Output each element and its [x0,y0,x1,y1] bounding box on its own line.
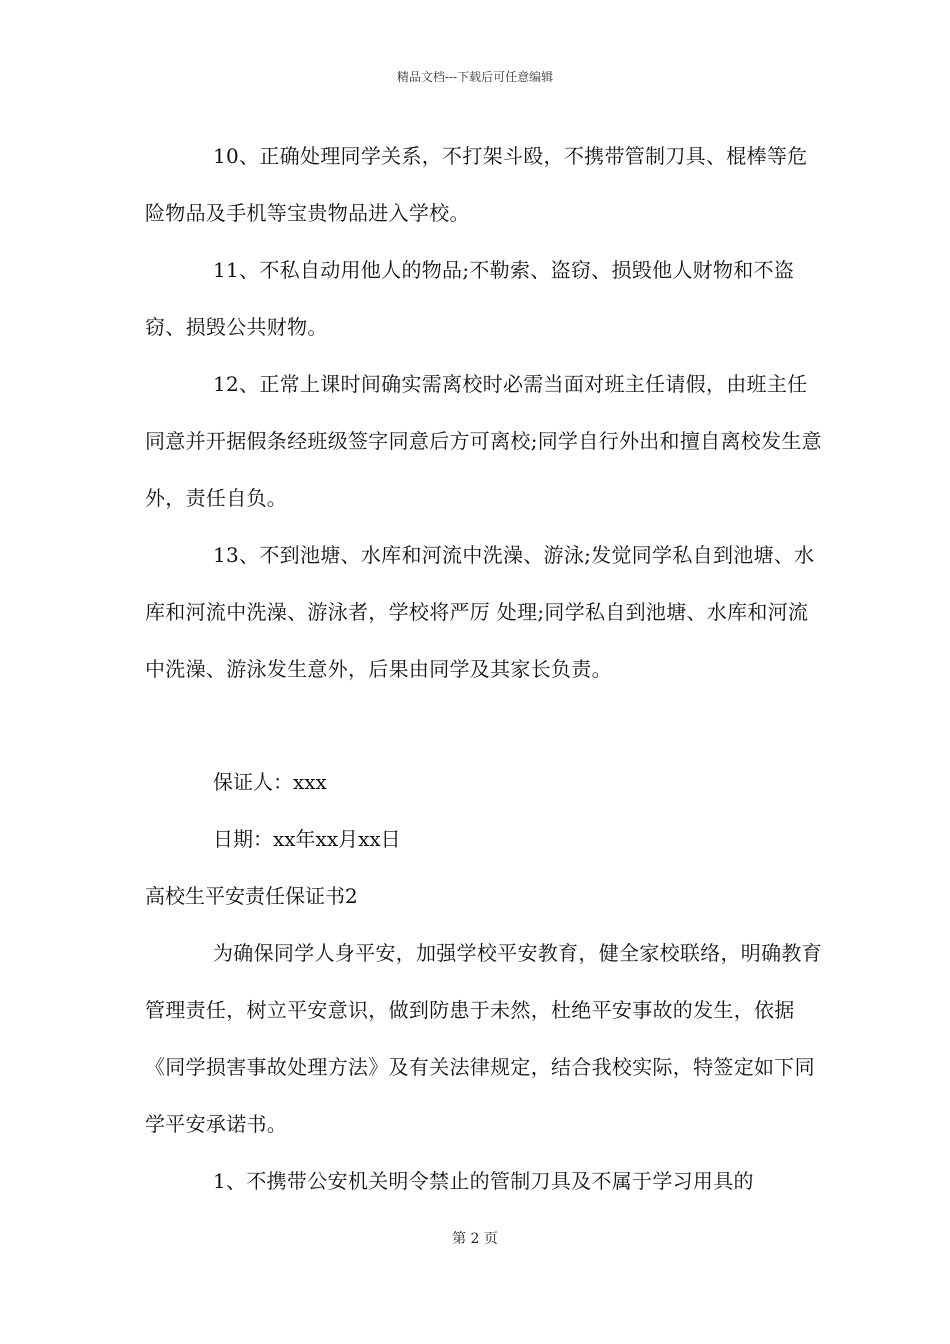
paragraph-rule-13: 13、不到池塘、水库和河流中洗澡、游泳;发觉同学私自到池塘、水库和河流中洗澡、游泳者，学校将严厉 处理;同学私自到池塘、水库和河流中洗澡、游泳发生意外，后果由同学及其家长负责。 [145,543,815,681]
paragraph-rule-11: 11、不私自动用他人的物品;不勒索、盗窃、损毁他人财物和不盗窃、损毁公共财物。 [145,258,795,339]
document-body [145,128,825,1210]
section-item-1: 1、不携带公安机关明令禁止的管制刀具及不属于学习用具的 [213,1169,754,1193]
paragraph-rule-12: 12、正常上课时间确实需离校时必需当面对班主任请假，由班主任同意并开据假条经班级签字同意后方可离校;同学自行外出和擅自离校发生意外，责任自负。 [145,372,822,510]
guarantor-line: 保证人：xxx [213,770,327,794]
page-header: 精品文档---下载后可任意编辑 [396,70,554,84]
page-number: 第 2 页 [452,1231,498,1247]
paragraph-rule-10: 10、正确处理同学关系，不打架斗殴，不携带管制刀具、棍棒等危险物品及手机等宝贵物品进入学校。 [145,144,808,225]
section-title: 高校生平安责任保证书2 [145,884,358,908]
date-line: 日期：xx年xx月xx日 [213,827,401,851]
section-intro: 为确保同学人身平安，加强学校平安教育，健全家校联络，明确教育管理责任，树立平安意识，做到防患于未然，杜绝平安事故的发生，依据《同学损害事故处理方法》及有关法律规定，结合我校实际，特签定如下同学平安承诺书。 [145,941,822,1136]
spacer [145,698,825,754]
